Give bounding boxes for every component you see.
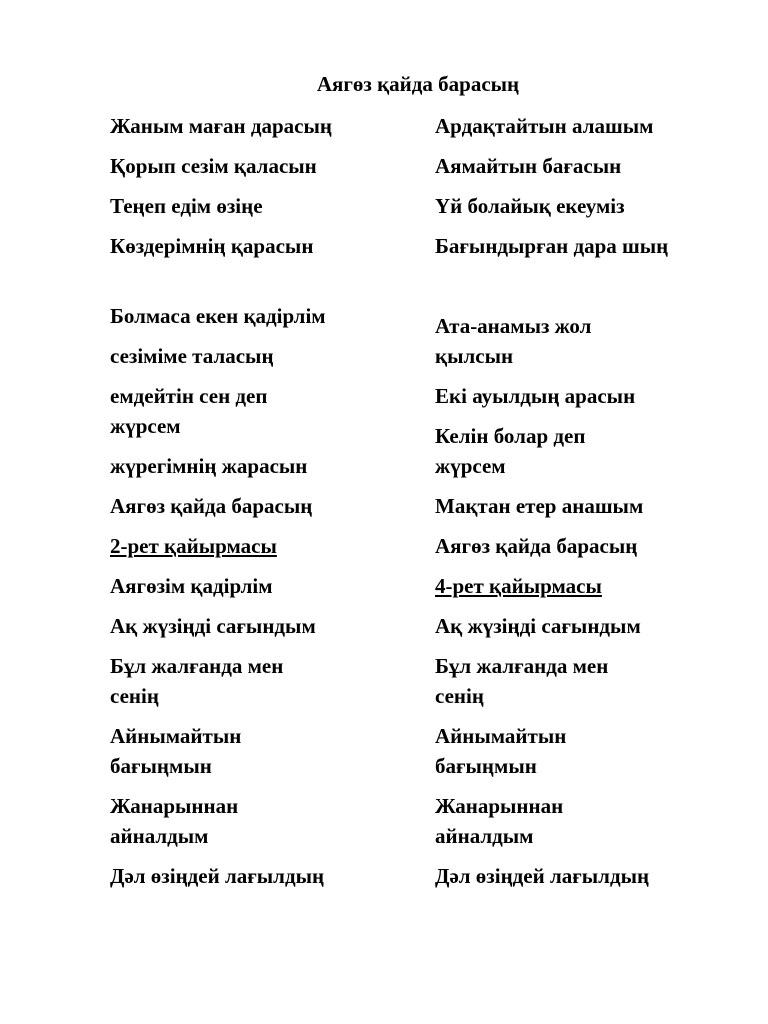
refrain-label: 4-рет қайырмасы <box>435 574 602 598</box>
refrain-label: 2-рет қайырмасы <box>110 534 277 558</box>
verse-line: Ақ жүзіңді сағындым <box>110 614 316 638</box>
verse-line: Жанарыннан айналдым <box>110 794 239 848</box>
verse-line: Жаным маған дарасың <box>110 114 332 138</box>
verse-line: жүрегімнің жарасын <box>110 454 308 478</box>
verse-line: Бұл жалғанда мен сенің <box>435 654 609 708</box>
verse-line: Аягөз қайда барасың <box>435 534 638 558</box>
verse-line: Келін болар деп жүрсем <box>435 424 586 478</box>
verse-line: Екі ауылдың арасын <box>435 384 636 408</box>
verse-line: сезіміме таласың <box>110 344 274 368</box>
verse-line: Бағындырған дара шың <box>435 234 669 258</box>
verse-line: Айнымайтын бағыңмын <box>110 724 242 778</box>
verse-line: Ардақтайтын алашым <box>435 114 654 138</box>
verse-line: Болмаса екен қадірлім <box>110 304 326 328</box>
left-column <box>110 111 410 901</box>
verse-line: Бұл жалғанда мен сенің <box>110 654 284 708</box>
verse-line: Аягөзім қадірлім <box>110 574 273 598</box>
verse-line: Үй болайық екеуміз <box>435 194 625 218</box>
verse-line: Ақ жүзіңді сағындым <box>435 614 641 638</box>
verse-line: Дәл өзіңдей лағылдың <box>110 864 325 888</box>
right-column <box>435 111 735 901</box>
verse-line: Ата-анамыз жол қылсын <box>435 314 592 368</box>
verse-line: Қорып сезім қаласын <box>110 154 317 178</box>
verse-line: Аямайтын бағасын <box>435 154 622 178</box>
song-title: Аягөз қайда барасың <box>316 72 520 96</box>
verse-line: Аягөз қайда барасың <box>110 494 313 518</box>
verse-line: Айнымайтын бағыңмын <box>435 724 567 778</box>
verse-line: емдейтін сен деп жүрсем <box>110 384 268 438</box>
verse-line: Теңеп едім өзіңе <box>110 194 263 218</box>
verse-line: Жанарыннан айналдым <box>435 794 564 848</box>
verse-line: Мақтан етер анашым <box>435 494 644 518</box>
verse-line: Дәл өзіңдей лағылдың <box>435 864 650 888</box>
verse-line: Көздерімнің қарасын <box>110 234 314 258</box>
stanza-gap <box>435 271 735 311</box>
stanza-gap <box>110 271 410 301</box>
